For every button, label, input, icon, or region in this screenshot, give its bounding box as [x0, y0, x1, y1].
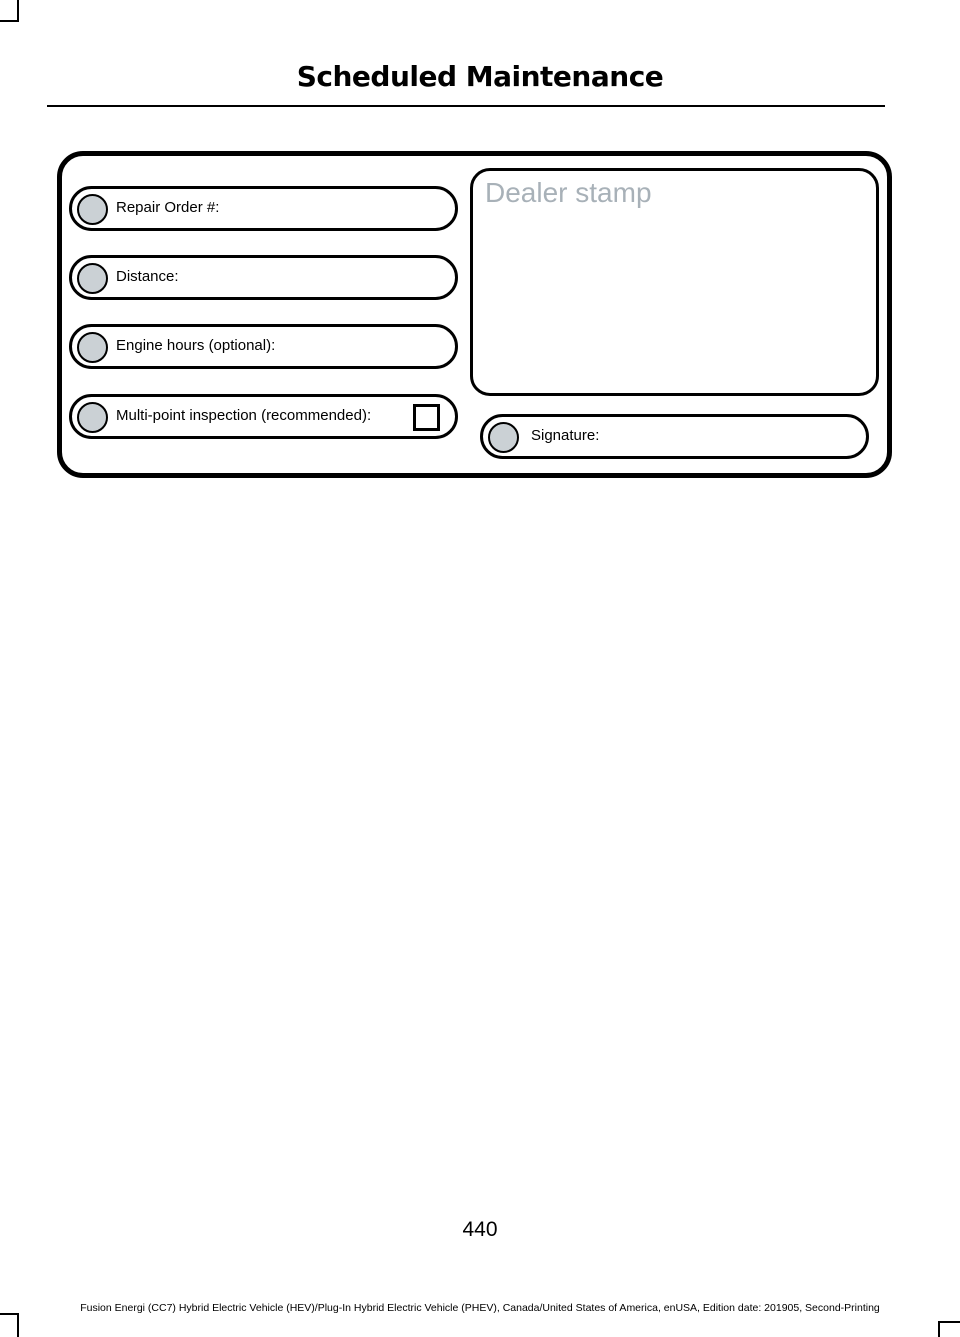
signature-label: Signature: [531, 427, 600, 444]
dealer-stamp-area [470, 168, 879, 396]
engine-hours-label: Engine hours (optional): [116, 337, 276, 354]
field-bullet-icon [77, 402, 108, 433]
field-bullet-icon [77, 194, 108, 225]
header-divider [47, 105, 885, 107]
repair-order-field[interactable] [69, 186, 458, 231]
page-number: 440 [462, 1218, 498, 1241]
engine-hours-field[interactable] [69, 324, 458, 369]
inspection-checkbox[interactable] [413, 404, 440, 431]
distance-field[interactable] [69, 255, 458, 300]
field-bullet-icon [77, 332, 108, 363]
field-bullet-icon [488, 422, 519, 453]
crop-mark-top-left-horizontal [0, 20, 19, 22]
crop-mark-bottom-right-vertical [938, 1321, 940, 1337]
signature-field[interactable] [480, 414, 869, 459]
crop-mark-bottom-left-vertical [17, 1313, 19, 1337]
inspection-field [69, 394, 458, 439]
crop-mark-bottom-right-horizontal [938, 1321, 960, 1323]
footer-edition-text: Fusion Energi (CC7) Hybrid Electric Vehicle (HEV)/Plug-In Hybrid Electric Vehicle (PHEV), Canada/United States of America, enUSA, Edition date: 201905, Second-Printing [80, 1302, 880, 1314]
distance-label: Distance: [116, 268, 179, 285]
inspection-label: Multi-point inspection (recommended): [116, 407, 372, 424]
crop-mark-top-left-vertical [17, 0, 19, 22]
repair-order-label: Repair Order #: [116, 199, 220, 216]
page-title: Scheduled Maintenance [296, 60, 664, 93]
dealer-stamp-label: Dealer stamp [485, 177, 652, 208]
field-bullet-icon [77, 263, 108, 294]
